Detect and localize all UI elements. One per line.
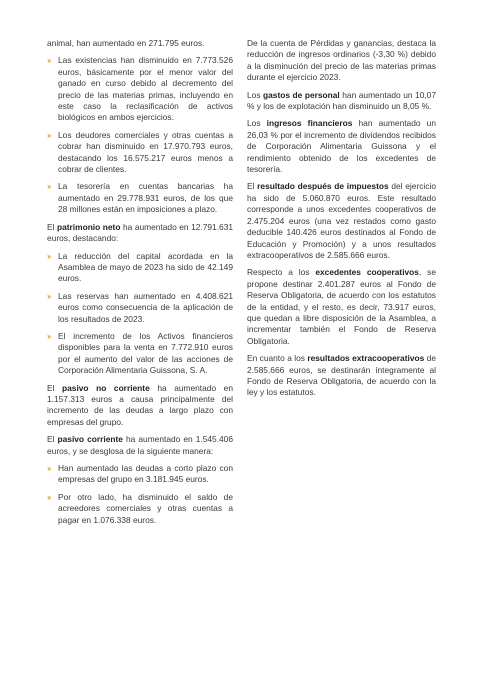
text: En cuanto a los [247, 353, 308, 364]
text: El [47, 382, 63, 393]
paragraph-resultados-extracooperativos [247, 353, 436, 399]
bullet-text: Las existencias han disminuido en 7.773.526 euros, básicamente por el menor valor del ganado en curso debido al decremento del precio de las materias primas, incluyendo en este caso la reclasificación de activos biológicos en ambos ejercicios. [58, 55, 233, 123]
chevron-right-icon: ›› [47, 331, 51, 341]
bold-term: gastos de personal [263, 89, 340, 100]
paragraph-gastos-personal [247, 90, 436, 113]
bold-term: excedentes cooperativos [315, 267, 419, 278]
text: han aumentado un 10,07 % y los de explotación han disminuido un 8,05 %. [247, 89, 436, 112]
bullet-item [47, 291, 233, 325]
bullet-text: Por otro lado, ha disminuido el saldo de acreedores comerciales y otras cuentas a pagar en 1.076.338 euros. [58, 491, 233, 525]
text: ha aumentado en 1.545.406 euros, y se desglosa de la siguiente manera: [47, 434, 233, 456]
bullet-text: Las reservas han aumentado en 4.408.621 euros como consecuencia de la aplicación de los resultados de 2023. [58, 290, 233, 324]
text: El [47, 434, 58, 445]
bold-term: resultados extracooperativos [307, 353, 425, 364]
paragraph-resultado [247, 181, 436, 261]
text: ha aumentado en 1.157.313 euros a causa principalmente del incremento de las deudas a largo plazo con empresas del grupo. [47, 382, 233, 427]
bullet-item [47, 55, 233, 123]
text: de 2.585.666 euros, se destinarán íntegramente al Fondo de Reserva Obligatoria, de acuerdo con la ley y los estatutos. [247, 353, 436, 398]
text: , se propone destinar 2.401.287 euros al Fondo de Reserva Obligatoria, de acuerdo con los estatutos de la entidad, y el resto, es decir, 73.917 euros, que quedan a libre disposición de la Asamblea, a incrementar también el Fondo de Reserva Obligatoria. [247, 267, 437, 346]
bold-term: ingresos financieros [266, 118, 353, 129]
right-column [247, 38, 436, 405]
bold-term: pasivo no corriente [62, 382, 150, 393]
bullet-text: El incremento de los Activos financieros disponibles para la venta en 7.772.910 euros por el aumento del valor de las acciones de Corporación Alimentaria Guissona, S. A. [58, 330, 233, 376]
chevron-right-icon: ›› [47, 56, 51, 66]
bullet-text: La reducción del capital acordada en la Asamblea de mayo de 2023 ha sido de 42.149 euros. [58, 250, 233, 284]
text: El [47, 221, 57, 232]
bold-term: patrimonio neto [56, 221, 121, 232]
paragraph-excedentes [247, 267, 436, 347]
bold-term: pasivo corriente [57, 434, 123, 445]
text: ha aumentado en 12.791.631 euros, destacando: [47, 221, 234, 244]
chevron-right-icon: ›› [47, 291, 51, 301]
paragraph-patrimonio-neto [47, 222, 233, 245]
text: Respecto a los [247, 267, 316, 278]
chevron-right-icon: ›› [47, 130, 51, 140]
chevron-right-icon: ›› [47, 251, 51, 261]
chevron-right-icon: ›› [47, 182, 51, 192]
chevron-right-icon: ›› [47, 492, 51, 502]
paragraph: animal, han aumentado en 271.795 euros. [47, 38, 205, 48]
paragraph-pasivo-no-corriente [47, 383, 233, 429]
text: han aumentado un 26,03 % por el incremento de dividendos recibidos de Corporación Alimentaria Guissona y el rendimiento obtenido de los excedentes de tesorería. [247, 118, 436, 175]
chevron-right-icon: ›› [47, 464, 51, 473]
bullet-item [47, 251, 233, 285]
bullet-text: La tesorería en cuentas bancarias ha aumentado en 29.778.931 euros, de los que 28 millones están en imposiciones a plazo. [58, 181, 233, 215]
bullet-item [47, 130, 233, 176]
paragraph-pasivo-corriente [47, 434, 233, 457]
text: El [247, 181, 258, 192]
paragraph-ingresos-financieros [247, 118, 436, 175]
bullet-item [47, 492, 233, 526]
bullet-text: Los deudores comerciales y otras cuentas a cobrar han disminuido en 17.970.793 euros, destacando los 16.575.217 euros menos a cobrar de clientes. [58, 129, 233, 175]
text: Los [247, 118, 267, 129]
left-column [47, 38, 233, 532]
text: del ejercicio ha sido de 5.060.870 euros. Este resultado corresponde a unos excedentes cooperativos de 2.475.204 euros (una vez restados como gasto deducible 140.426 euros destinados al Fondo de Educación y Promoción) y a unos resultados extracooperativos de 2.585.666 euros. [247, 181, 436, 260]
bullet-item [47, 331, 233, 377]
bold-term: resultado después de impuestos [257, 181, 389, 192]
bullet-item [47, 181, 233, 215]
paragraph: De la cuenta de Pérdidas y ganancias, destaca la reducción de ingresos ordinarios (-3,30 %) debido a la disminución del precio de las materias primas durante el ejercicio 2023. [247, 38, 436, 83]
bullet-item [47, 463, 233, 486]
bullet-text: Han aumentado las deudas a corto plazo con empresas del grupo en 3.181.945 euros. [58, 463, 233, 485]
text: Los [247, 89, 264, 100]
